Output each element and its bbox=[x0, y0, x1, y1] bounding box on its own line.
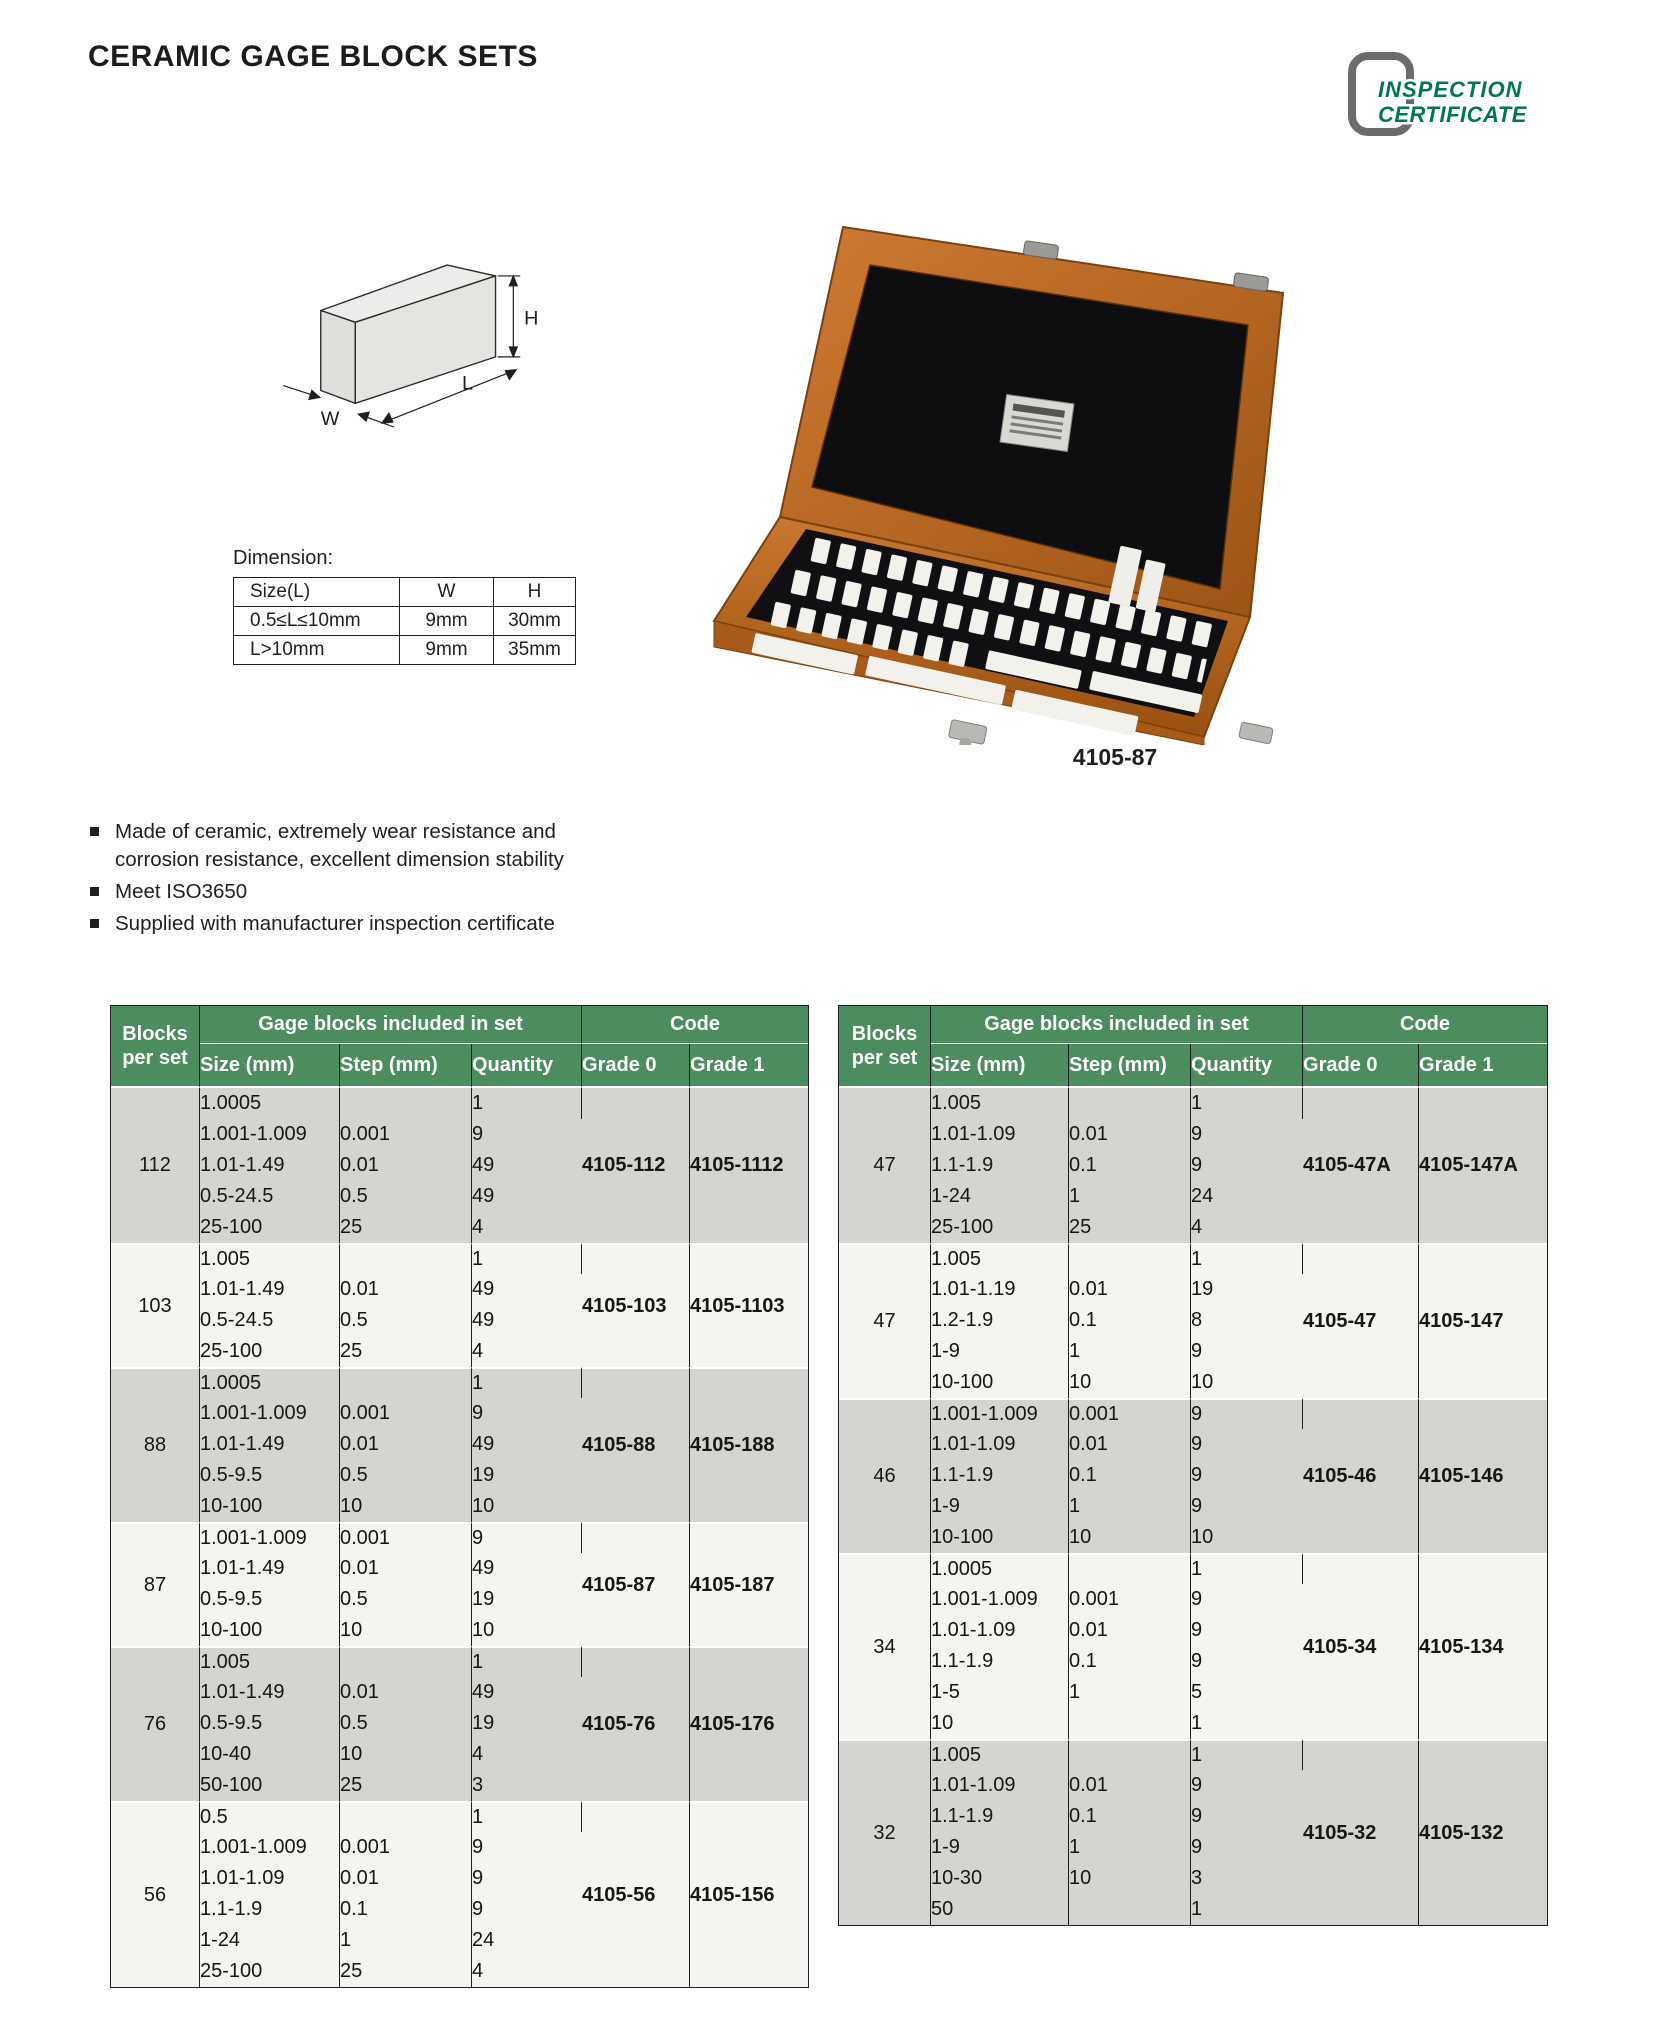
step-cell: 0.01 bbox=[1069, 1615, 1191, 1646]
step-cell: 0.01 bbox=[1069, 1429, 1191, 1460]
quantity-cell: 9 bbox=[1191, 1770, 1303, 1801]
grade1-code-cell: 4105-147A bbox=[1419, 1088, 1547, 1243]
quantity-cell: 4 bbox=[472, 1956, 582, 1987]
step-cell: 0.01 bbox=[340, 1677, 472, 1708]
step-cell bbox=[1069, 1894, 1191, 1925]
step-cell: 0.001 bbox=[1069, 1398, 1191, 1429]
header-quantity: Quantity bbox=[1191, 1044, 1303, 1088]
size-cell: 0.5-9.5 bbox=[200, 1708, 340, 1739]
diagram-label-h: H bbox=[524, 307, 538, 330]
quantity-cell: 24 bbox=[1191, 1181, 1303, 1212]
header-included: Gage blocks included in set bbox=[200, 1006, 582, 1044]
latch-icon bbox=[1239, 722, 1274, 744]
dimension-size-value: 0.5≤L≤10mm bbox=[234, 607, 400, 636]
quantity-cell: 9 bbox=[1191, 1119, 1303, 1150]
quantity-cell: 3 bbox=[472, 1770, 582, 1801]
size-cell: 1.001-1.009 bbox=[931, 1584, 1069, 1615]
quantity-cell: 49 bbox=[472, 1305, 582, 1336]
quantity-cell: 9 bbox=[1191, 1832, 1303, 1863]
size-cell: 1.01-1.09 bbox=[931, 1770, 1069, 1801]
step-cell: 0.01 bbox=[1069, 1770, 1191, 1801]
size-cell: 10-100 bbox=[931, 1522, 1069, 1553]
step-cell bbox=[1069, 1243, 1191, 1274]
step-cell: 10 bbox=[340, 1615, 472, 1646]
size-cell: 1.01-1.09 bbox=[931, 1615, 1069, 1646]
quantity-cell: 49 bbox=[472, 1150, 582, 1181]
bullet-square-icon bbox=[90, 919, 99, 928]
header-grade0: Grade 0 bbox=[1303, 1044, 1419, 1088]
quantity-cell: 1 bbox=[472, 1088, 582, 1119]
features-list bbox=[88, 818, 593, 942]
logo-line2: CERTIFICATE bbox=[1378, 102, 1527, 127]
dimension-header-size: Size(L) bbox=[234, 578, 400, 607]
grade0-code-cell: 4105-46 bbox=[1303, 1398, 1419, 1553]
spec-row bbox=[839, 1739, 1547, 1770]
size-cell: 1.01-1.19 bbox=[931, 1274, 1069, 1305]
step-cell: 10 bbox=[1069, 1522, 1191, 1553]
header-quantity: Quantity bbox=[472, 1044, 582, 1088]
size-cell: 1.001-1.009 bbox=[931, 1398, 1069, 1429]
blocks-per-set-cell: 34 bbox=[839, 1553, 931, 1739]
grade1-code-cell: 4105-146 bbox=[1419, 1398, 1547, 1553]
quantity-cell: 1 bbox=[1191, 1553, 1303, 1584]
grade1-code-cell: 4105-188 bbox=[690, 1367, 808, 1522]
quantity-cell: 1 bbox=[472, 1243, 582, 1274]
blocks-per-set-cell: 76 bbox=[111, 1646, 200, 1801]
size-cell: 1.001-1.009 bbox=[200, 1119, 340, 1150]
page-title: CERAMIC GAGE BLOCK SETS bbox=[88, 40, 538, 73]
size-cell: 1.2-1.9 bbox=[931, 1305, 1069, 1336]
step-cell: 0.1 bbox=[1069, 1460, 1191, 1491]
dimension-w-value: 9mm bbox=[400, 607, 494, 636]
spec-table-left bbox=[110, 1005, 809, 1988]
blocks-per-set-cell: 47 bbox=[839, 1243, 931, 1398]
dimension-row bbox=[234, 607, 576, 636]
blocks-per-set-cell: 46 bbox=[839, 1398, 931, 1553]
grade0-code-cell: 4105-32 bbox=[1303, 1739, 1419, 1925]
quantity-cell: 4 bbox=[472, 1336, 582, 1367]
size-cell: 1.0005 bbox=[931, 1553, 1069, 1584]
spec-row bbox=[111, 1243, 808, 1274]
quantity-cell: 9 bbox=[1191, 1801, 1303, 1832]
header-included: Gage blocks included in set bbox=[931, 1006, 1303, 1044]
quantity-cell: 19 bbox=[1191, 1274, 1303, 1305]
grade1-code-cell: 4105-176 bbox=[690, 1646, 808, 1801]
grade0-code-cell: 4105-34 bbox=[1303, 1553, 1419, 1739]
feature-text: Meet ISO3650 bbox=[115, 880, 248, 903]
size-cell: 1.001-1.009 bbox=[200, 1522, 340, 1553]
quantity-cell: 9 bbox=[1191, 1491, 1303, 1522]
quantity-cell: 4 bbox=[472, 1739, 582, 1770]
spec-subheader-row bbox=[839, 1044, 1547, 1088]
step-cell: 0.01 bbox=[340, 1553, 472, 1584]
size-cell: 0.5-24.5 bbox=[200, 1181, 340, 1212]
quantity-cell: 1 bbox=[1191, 1708, 1303, 1739]
grade1-code-cell: 4105-156 bbox=[690, 1801, 808, 1987]
size-cell: 1.1-1.9 bbox=[931, 1150, 1069, 1181]
step-cell: 1 bbox=[1069, 1336, 1191, 1367]
quantity-cell: 1 bbox=[1191, 1739, 1303, 1770]
header-blocks-per-set: Blocks per set bbox=[839, 1006, 931, 1088]
step-cell: 0.01 bbox=[1069, 1274, 1191, 1305]
size-cell: 0.5-9.5 bbox=[200, 1460, 340, 1491]
quantity-cell: 9 bbox=[1191, 1615, 1303, 1646]
grade0-code-cell: 4105-47 bbox=[1303, 1243, 1419, 1398]
spec-row bbox=[839, 1243, 1547, 1274]
step-cell: 10 bbox=[340, 1739, 472, 1770]
step-cell: 1 bbox=[1069, 1832, 1191, 1863]
size-cell: 1.01-1.49 bbox=[200, 1677, 340, 1708]
size-cell: 1.1-1.9 bbox=[931, 1460, 1069, 1491]
step-cell: 0.01 bbox=[340, 1274, 472, 1305]
grade0-code-cell: 4105-47A bbox=[1303, 1088, 1419, 1243]
quantity-cell: 9 bbox=[472, 1522, 582, 1553]
dimension-table bbox=[233, 577, 575, 665]
step-cell: 25 bbox=[1069, 1212, 1191, 1243]
quantity-cell: 1 bbox=[1191, 1088, 1303, 1119]
header-grade1: Grade 1 bbox=[690, 1044, 808, 1088]
quantity-cell: 1 bbox=[1191, 1243, 1303, 1274]
lid-label bbox=[1000, 395, 1074, 452]
step-cell: 1 bbox=[1069, 1491, 1191, 1522]
size-cell: 1.005 bbox=[931, 1739, 1069, 1770]
blocks-per-set-cell: 47 bbox=[839, 1088, 931, 1243]
quantity-cell: 9 bbox=[1191, 1584, 1303, 1615]
size-cell: 1.005 bbox=[931, 1088, 1069, 1119]
quantity-cell: 9 bbox=[1191, 1398, 1303, 1429]
step-cell: 10 bbox=[340, 1491, 472, 1522]
grade0-code-cell: 4105-76 bbox=[582, 1646, 690, 1801]
size-cell: 1.005 bbox=[931, 1243, 1069, 1274]
feature-item bbox=[88, 818, 593, 874]
grade1-code-cell: 4105-132 bbox=[1419, 1739, 1547, 1925]
step-cell: 0.5 bbox=[340, 1305, 472, 1336]
size-cell: 1-5 bbox=[931, 1677, 1069, 1708]
quantity-cell: 9 bbox=[1191, 1429, 1303, 1460]
header-size: Size (mm) bbox=[931, 1044, 1069, 1088]
blocks-per-set-cell: 56 bbox=[111, 1801, 200, 1987]
step-cell bbox=[340, 1088, 472, 1119]
quantity-cell: 19 bbox=[472, 1708, 582, 1739]
bullet-square-icon bbox=[90, 887, 99, 896]
grade1-code-cell: 4105-187 bbox=[690, 1522, 808, 1646]
size-cell: 10-100 bbox=[200, 1615, 340, 1646]
quantity-cell: 9 bbox=[472, 1832, 582, 1863]
dimension-row bbox=[234, 636, 576, 665]
spec-row bbox=[111, 1801, 808, 1832]
quantity-cell: 5 bbox=[1191, 1677, 1303, 1708]
step-cell: 0.1 bbox=[1069, 1801, 1191, 1832]
quantity-cell: 8 bbox=[1191, 1305, 1303, 1336]
blocks-per-set-cell: 32 bbox=[839, 1739, 931, 1925]
spec-row bbox=[111, 1367, 808, 1398]
size-cell: 1-24 bbox=[931, 1181, 1069, 1212]
step-cell: 25 bbox=[340, 1336, 472, 1367]
quantity-cell: 19 bbox=[472, 1460, 582, 1491]
feature-text: Made of ceramic, extremely wear resistance and corrosion resistance, excellent dimension stability bbox=[115, 820, 564, 871]
header-blocks-per-set: Blocks per set bbox=[111, 1006, 200, 1088]
size-cell: 25-100 bbox=[200, 1212, 340, 1243]
dimension-header-h: H bbox=[494, 578, 576, 607]
size-cell: 1.1-1.9 bbox=[931, 1801, 1069, 1832]
step-cell: 0.01 bbox=[340, 1429, 472, 1460]
spec-header-row bbox=[111, 1006, 808, 1044]
quantity-cell: 19 bbox=[472, 1584, 582, 1615]
step-cell: 0.001 bbox=[340, 1398, 472, 1429]
quantity-cell: 9 bbox=[1191, 1646, 1303, 1677]
dimension-header-row bbox=[234, 578, 576, 607]
size-cell: 1.01-1.49 bbox=[200, 1274, 340, 1305]
quantity-cell: 4 bbox=[1191, 1212, 1303, 1243]
size-cell: 0.5 bbox=[200, 1801, 340, 1832]
step-cell: 0.01 bbox=[340, 1150, 472, 1181]
step-cell: 0.1 bbox=[1069, 1305, 1191, 1336]
step-cell: 25 bbox=[340, 1212, 472, 1243]
step-cell bbox=[340, 1801, 472, 1832]
dimension-label: Dimension: bbox=[233, 547, 334, 569]
size-cell: 1.1-1.9 bbox=[931, 1646, 1069, 1677]
quantity-cell: 49 bbox=[472, 1429, 582, 1460]
spec-row bbox=[111, 1088, 808, 1119]
quantity-cell: 9 bbox=[472, 1119, 582, 1150]
size-cell: 1.0005 bbox=[200, 1367, 340, 1398]
step-cell: 25 bbox=[340, 1770, 472, 1801]
step-cell: 0.001 bbox=[340, 1832, 472, 1863]
size-cell: 10-100 bbox=[200, 1491, 340, 1522]
step-cell: 0.001 bbox=[340, 1119, 472, 1150]
spec-row bbox=[839, 1553, 1547, 1584]
quantity-cell: 10 bbox=[472, 1491, 582, 1522]
header-code: Code bbox=[582, 1006, 808, 1044]
step-cell: 0.001 bbox=[340, 1522, 472, 1553]
step-cell: 1 bbox=[1069, 1181, 1191, 1212]
dimension-header-w: W bbox=[400, 578, 494, 607]
diagram-label-l: L bbox=[461, 372, 473, 395]
size-cell: 0.5-24.5 bbox=[200, 1305, 340, 1336]
logo-line1: INSPECTION bbox=[1378, 77, 1523, 102]
size-cell: 1-9 bbox=[931, 1832, 1069, 1863]
step-cell: 0.01 bbox=[340, 1863, 472, 1894]
dimension-h-value: 30mm bbox=[494, 607, 576, 636]
feature-item bbox=[88, 910, 593, 938]
grade0-code-cell: 4105-56 bbox=[582, 1801, 690, 1987]
step-cell bbox=[1069, 1708, 1191, 1739]
quantity-cell: 9 bbox=[472, 1894, 582, 1925]
quantity-cell: 10 bbox=[1191, 1367, 1303, 1398]
step-cell: 0.5 bbox=[340, 1181, 472, 1212]
size-cell: 10-30 bbox=[931, 1863, 1069, 1894]
size-cell: 1.1-1.9 bbox=[200, 1894, 340, 1925]
size-cell: 1.01-1.49 bbox=[200, 1553, 340, 1584]
step-cell bbox=[1069, 1553, 1191, 1584]
step-cell: 1 bbox=[1069, 1677, 1191, 1708]
quantity-cell: 9 bbox=[1191, 1336, 1303, 1367]
grade1-code-cell: 4105-1103 bbox=[690, 1243, 808, 1367]
spec-row bbox=[839, 1398, 1547, 1429]
grade0-code-cell: 4105-103 bbox=[582, 1243, 690, 1367]
blocks-per-set-cell: 88 bbox=[111, 1367, 200, 1522]
size-cell: 1.01-1.09 bbox=[931, 1429, 1069, 1460]
dimension-w-value: 9mm bbox=[400, 636, 494, 665]
latch-icon bbox=[946, 719, 987, 745]
step-cell: 0.5 bbox=[340, 1460, 472, 1491]
size-cell: 25-100 bbox=[931, 1212, 1069, 1243]
grade0-code-cell: 4105-87 bbox=[582, 1522, 690, 1646]
quantity-cell: 49 bbox=[472, 1181, 582, 1212]
quantity-cell: 9 bbox=[1191, 1150, 1303, 1181]
size-cell: 50-100 bbox=[200, 1770, 340, 1801]
step-cell bbox=[1069, 1739, 1191, 1770]
quantity-cell: 9 bbox=[472, 1863, 582, 1894]
quantity-cell: 10 bbox=[1191, 1522, 1303, 1553]
size-cell: 1.001-1.009 bbox=[200, 1398, 340, 1429]
header-step: Step (mm) bbox=[340, 1044, 472, 1088]
bullet-square-icon bbox=[90, 827, 99, 836]
size-cell: 25-100 bbox=[200, 1956, 340, 1987]
quantity-cell: 49 bbox=[472, 1677, 582, 1708]
step-cell bbox=[340, 1367, 472, 1398]
dimension-h-value: 35mm bbox=[494, 636, 576, 665]
grade1-code-cell: 4105-134 bbox=[1419, 1553, 1547, 1739]
size-cell: 1.0005 bbox=[200, 1088, 340, 1119]
quantity-cell: 24 bbox=[472, 1925, 582, 1956]
blocks-per-set-cell: 87 bbox=[111, 1522, 200, 1646]
size-cell: 50 bbox=[931, 1894, 1069, 1925]
size-cell: 10-40 bbox=[200, 1739, 340, 1770]
size-cell: 1.005 bbox=[200, 1646, 340, 1677]
quantity-cell: 9 bbox=[472, 1398, 582, 1429]
step-cell bbox=[1069, 1088, 1191, 1119]
header-step: Step (mm) bbox=[1069, 1044, 1191, 1088]
photo-caption: 4105-87 bbox=[1072, 744, 1158, 770]
header-size: Size (mm) bbox=[200, 1044, 340, 1088]
product-photo bbox=[628, 185, 1338, 745]
step-cell: 25 bbox=[340, 1956, 472, 1987]
size-cell: 25-100 bbox=[200, 1336, 340, 1367]
spec-row bbox=[111, 1646, 808, 1677]
quantity-cell: 9 bbox=[1191, 1460, 1303, 1491]
size-cell: 10 bbox=[931, 1708, 1069, 1739]
step-cell: 0.1 bbox=[1069, 1150, 1191, 1181]
header-grade1: Grade 1 bbox=[1419, 1044, 1547, 1088]
spec-header-row bbox=[839, 1006, 1547, 1044]
size-cell: 10-100 bbox=[931, 1367, 1069, 1398]
blocks-per-set-cell: 112 bbox=[111, 1088, 200, 1243]
dimension-size-value: L>10mm bbox=[234, 636, 400, 665]
grade0-code-cell: 4105-112 bbox=[582, 1088, 690, 1243]
diagram-label-w: W bbox=[320, 408, 340, 431]
step-cell: 0.1 bbox=[340, 1894, 472, 1925]
step-cell: 10 bbox=[1069, 1367, 1191, 1398]
gage-block-diagram bbox=[222, 238, 538, 458]
quantity-cell: 4 bbox=[472, 1212, 582, 1243]
size-cell: 1.005 bbox=[200, 1243, 340, 1274]
quantity-cell: 1 bbox=[472, 1646, 582, 1677]
step-cell: 0.5 bbox=[340, 1584, 472, 1615]
quantity-cell: 1 bbox=[1191, 1894, 1303, 1925]
size-cell: 1.01-1.09 bbox=[200, 1863, 340, 1894]
step-cell: 0.001 bbox=[1069, 1584, 1191, 1615]
quantity-cell: 49 bbox=[472, 1274, 582, 1305]
spec-subheader-row bbox=[111, 1044, 808, 1088]
quantity-cell: 49 bbox=[472, 1553, 582, 1584]
size-cell: 1-9 bbox=[931, 1336, 1069, 1367]
step-cell: 10 bbox=[1069, 1863, 1191, 1894]
header-code: Code bbox=[1303, 1006, 1547, 1044]
step-cell bbox=[340, 1243, 472, 1274]
spec-table-right bbox=[838, 1005, 1548, 1926]
inspection-certificate-logo bbox=[1340, 48, 1580, 144]
grade1-code-cell: 4105-1112 bbox=[690, 1088, 808, 1243]
header-grade0: Grade 0 bbox=[582, 1044, 690, 1088]
size-cell: 1-9 bbox=[931, 1491, 1069, 1522]
quantity-cell: 3 bbox=[1191, 1863, 1303, 1894]
step-cell: 0.01 bbox=[1069, 1119, 1191, 1150]
size-cell: 0.5-9.5 bbox=[200, 1584, 340, 1615]
spec-row bbox=[839, 1088, 1547, 1119]
grade0-code-cell: 4105-88 bbox=[582, 1367, 690, 1522]
size-cell: 1.01-1.09 bbox=[931, 1119, 1069, 1150]
feature-item bbox=[88, 878, 593, 906]
step-cell bbox=[340, 1646, 472, 1677]
step-cell: 0.1 bbox=[1069, 1646, 1191, 1677]
step-cell: 1 bbox=[340, 1925, 472, 1956]
size-cell: 1-24 bbox=[200, 1925, 340, 1956]
size-cell: 1.001-1.009 bbox=[200, 1832, 340, 1863]
size-cell: 1.01-1.49 bbox=[200, 1150, 340, 1181]
grade1-code-cell: 4105-147 bbox=[1419, 1243, 1547, 1398]
step-cell: 0.5 bbox=[340, 1708, 472, 1739]
quantity-cell: 1 bbox=[472, 1801, 582, 1832]
spec-row bbox=[111, 1522, 808, 1553]
size-cell: 1.01-1.49 bbox=[200, 1429, 340, 1460]
feature-text: Supplied with manufacturer inspection certificate bbox=[115, 912, 555, 935]
blocks-per-set-cell: 103 bbox=[111, 1243, 200, 1367]
quantity-cell: 10 bbox=[472, 1615, 582, 1646]
quantity-cell: 1 bbox=[472, 1367, 582, 1398]
block-side-face bbox=[321, 310, 356, 403]
